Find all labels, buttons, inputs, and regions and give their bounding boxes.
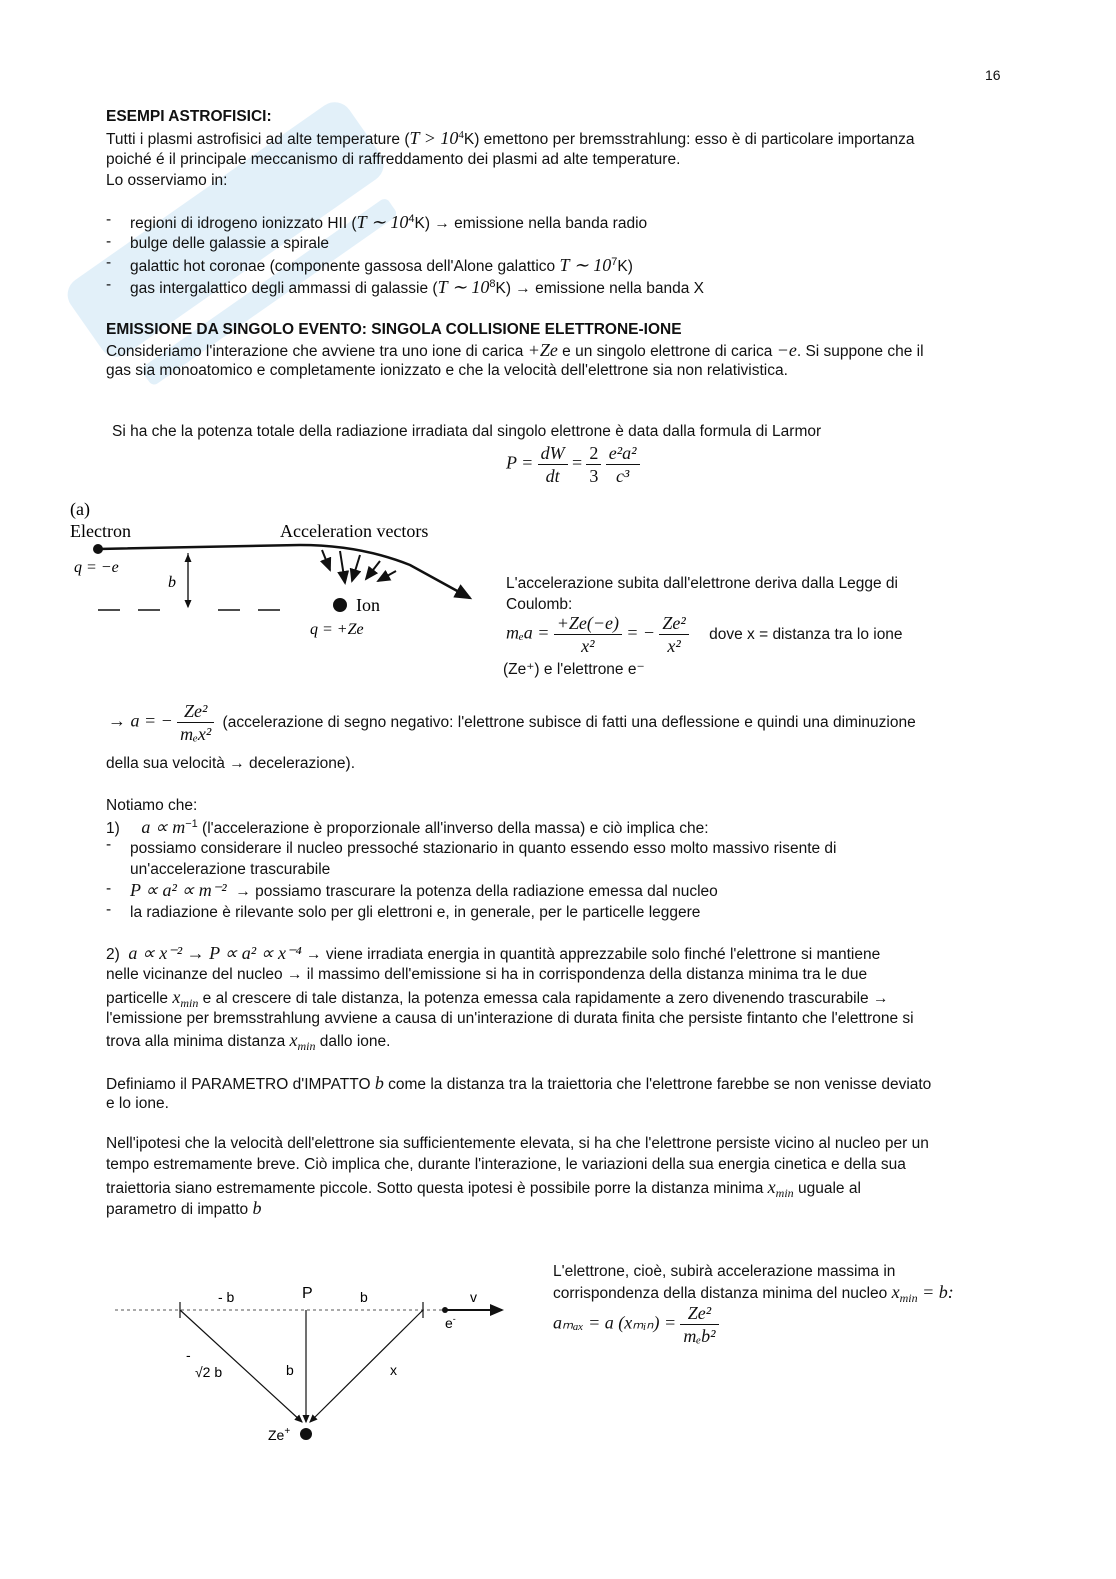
paragraph-consideriamo: Consideriamo l'interazione che avviene tra uno ione di carica +Ze e un singolo elettrone di carica −e. Si suppone che il	[106, 340, 924, 360]
b-label: b	[168, 574, 176, 591]
x-label: x	[390, 1362, 397, 1378]
list-item: regioni di idrogeno ionizzato HII (T ∼ $10^4K$) → emissione nella banda radio	[130, 212, 648, 232]
list-item: gas intergalattico degli ammassi di galassie (T ∼ $10^8K$) → emissione nella banda X	[130, 277, 704, 297]
coulomb-text: L'accelerazione subita dall'elettrone deriva dalla Legge di Coulomb:	[506, 575, 898, 613]
bullet-dash: -	[106, 836, 112, 853]
notiamo-label: Notiamo che:	[106, 797, 198, 814]
list-item: possiamo considerare il nucleo pressoché stazionario in quanto essendo esso molto massivo risente di	[130, 840, 837, 857]
sqrt2b-label: √2 b	[195, 1364, 223, 1380]
list-item: P ∝ a² ∝ m⁻² → possiamo trascurare la potenza della radiazione emessa dal nucleo	[130, 880, 718, 900]
figure-electron-ion	[60, 495, 490, 655]
bullet-dash: -	[106, 901, 112, 918]
bullet-dash: -	[106, 276, 112, 293]
note-2-line3: particelle $x_{min}$ e al crescere di tale distanza, la potenza emessa cala rapidamente a zero divenendo trascurabile →	[106, 987, 889, 1011]
electron-trajectory	[98, 545, 470, 598]
note-2-line4: l'emissione per bremsstrahlung avviene a causa di un'interazione di durata finita che persiste fintanto che l'elettrone si	[106, 1010, 914, 1027]
e-label: e-	[445, 1314, 456, 1331]
page-number: 16	[985, 67, 1001, 83]
hypothesis-line3: traiettoria siano estremamente piccole. Sotto questa ipotesi è possibile porre la distanza minima $x_{min}$ uguale al	[106, 1177, 861, 1201]
paragraph-plasmi-line2: poiché é il principale meccanismo di raffreddamento dei plasmi ad alte temperature.	[106, 151, 681, 168]
accel-text-line2: della sua velocità → decelerazione).	[106, 755, 355, 772]
list-item: un'accelerazione trascurabile	[130, 861, 331, 878]
section-title-emissione: EMISSIONE DA SINGOLO EVENTO: SINGOLA COLLISIONE ELETTRONE-IONE	[106, 321, 682, 338]
q-electron-label: q = −e	[74, 559, 119, 576]
paragraph-plasmi: Tutti i plasmi astrofisici ad alte temperature $(T > 10^4K)$ emettono per bremsstrahlung: esso è di particolare importanza	[106, 128, 915, 148]
bullet-dash: -	[106, 211, 112, 228]
ion-dot	[333, 598, 347, 612]
bullet-dash: -	[106, 254, 112, 271]
list-item: bulge delle galassie a spirale	[130, 235, 330, 252]
ion-label: Ion	[356, 595, 380, 615]
p-label: P	[302, 1285, 313, 1302]
larmor-text: Si ha che la potenza totale della radiazione irradiata dal singolo elettrone è data dalla formula di Larmor	[112, 423, 822, 440]
electron-dot	[442, 1307, 448, 1313]
bullet-dash: -	[106, 880, 112, 897]
note-2-line5: trova alla minima distanza $x_{min}$ dallo ione.	[106, 1030, 391, 1054]
note-2: 2) a ∝ x⁻² → P ∝ a² ∝ x⁻⁴ → viene irradiata energia in quantità apprezzabile solo finché l'elettrone si mantiene	[106, 943, 881, 963]
impact-parameter-text: Definiamo il PARAMETRO d'IMPATTO b come la distanza tra la traiettoria che l'elettrone farebbe se non venisse deviato	[106, 1073, 932, 1093]
acceleration-label: Acceleration vectors	[280, 521, 429, 541]
sqrt2b-minus: -	[186, 1347, 191, 1363]
ze-label: Ze+	[268, 1426, 291, 1443]
max-accel-text: L'elettrone, cioè, subirà accelerazione massima in corrispondenza della distanza minima del nucleo $x_{min} = b$:	[553, 1263, 954, 1306]
v-label: v	[470, 1289, 477, 1305]
note-2-line2: nelle vicinanze del nucleo → il massimo dell'emissione si ha in corrispondenza della distanza minima tra le due	[106, 966, 868, 983]
larmor-formula: P = $\frac{dW}{dt}$ = $\frac{2}{3}$ $\frac{\text{e²a²}}{\text{c³}}$	[506, 442, 640, 487]
paragraph-osserviamo: Lo osserviamo in:	[106, 172, 228, 189]
x-line	[310, 1310, 423, 1422]
list-item: galattic hot coronae (componente gassosa dell'Alone galattico T ∼ $10^7K$)	[130, 255, 633, 275]
electron-label: Electron	[70, 521, 131, 541]
coulomb-text-line4: (Ze⁺) e l'elettrone e⁻	[503, 661, 645, 678]
note-1: 1) $a \propto m^{-1}$ (l'accelerazione è proporzionale all'inverso della massa) e ciò implica che:	[106, 817, 709, 837]
accel-formula: → a = − $\frac{\text{Ze²}}{\text{mₑx²}}$ (accelerazione di segno negativo: l'elettrone subisce di fatti una deflessione e quindi una diminuzione	[108, 701, 916, 744]
acceleration-vectors	[322, 550, 396, 583]
coulomb-formula: mₑa = $\frac{+Ze(-e)}{\text{x²}}$ = − $\frac{\text{Ze²}}{\text{x²}}$ dove x = distanza tra lo ione	[506, 613, 903, 656]
minus-b-label: - b	[218, 1289, 235, 1305]
q-ion-label: q = +Ze	[310, 621, 364, 638]
list-item: la radiazione è rilevante solo per gli elettroni e, in generale, per le particelle leggere	[130, 904, 701, 921]
figure-impact-geometry	[110, 1280, 520, 1450]
b-top-label: b	[360, 1289, 368, 1305]
section-title-esempi: ESEMPI ASTROFISICI:	[106, 108, 272, 125]
impact-parameter-line2: e lo ione.	[106, 1095, 169, 1112]
hypothesis-line1: Nell'ipotesi che la velocità dell'elettrone sia sufficientemente elevata, si ha che l'elettrone persiste vicino al nucleo per un	[106, 1135, 929, 1152]
paragraph-consideriamo-line2: gas sia monoatomico e completamente ionizzato e che la velocità dell'elettrone sia non relativistica.	[106, 362, 788, 379]
hypothesis-line4: parametro di impatto b	[106, 1198, 262, 1218]
hypothesis-line2: tempo estremamente breve. Ciò implica che, durante l'interazione, le variazioni della sua energia cinetica e della sua	[106, 1156, 906, 1173]
b-mid-label: b	[286, 1362, 294, 1378]
amax-formula: aₘₐₓ = a (xₘᵢₙ) = $\frac{\text{Ze²}}{\text{mₑb²}}$	[553, 1302, 719, 1347]
bullet-dash: -	[106, 233, 112, 250]
ion-dot	[300, 1428, 312, 1440]
figure-tag: (a)	[70, 499, 90, 519]
